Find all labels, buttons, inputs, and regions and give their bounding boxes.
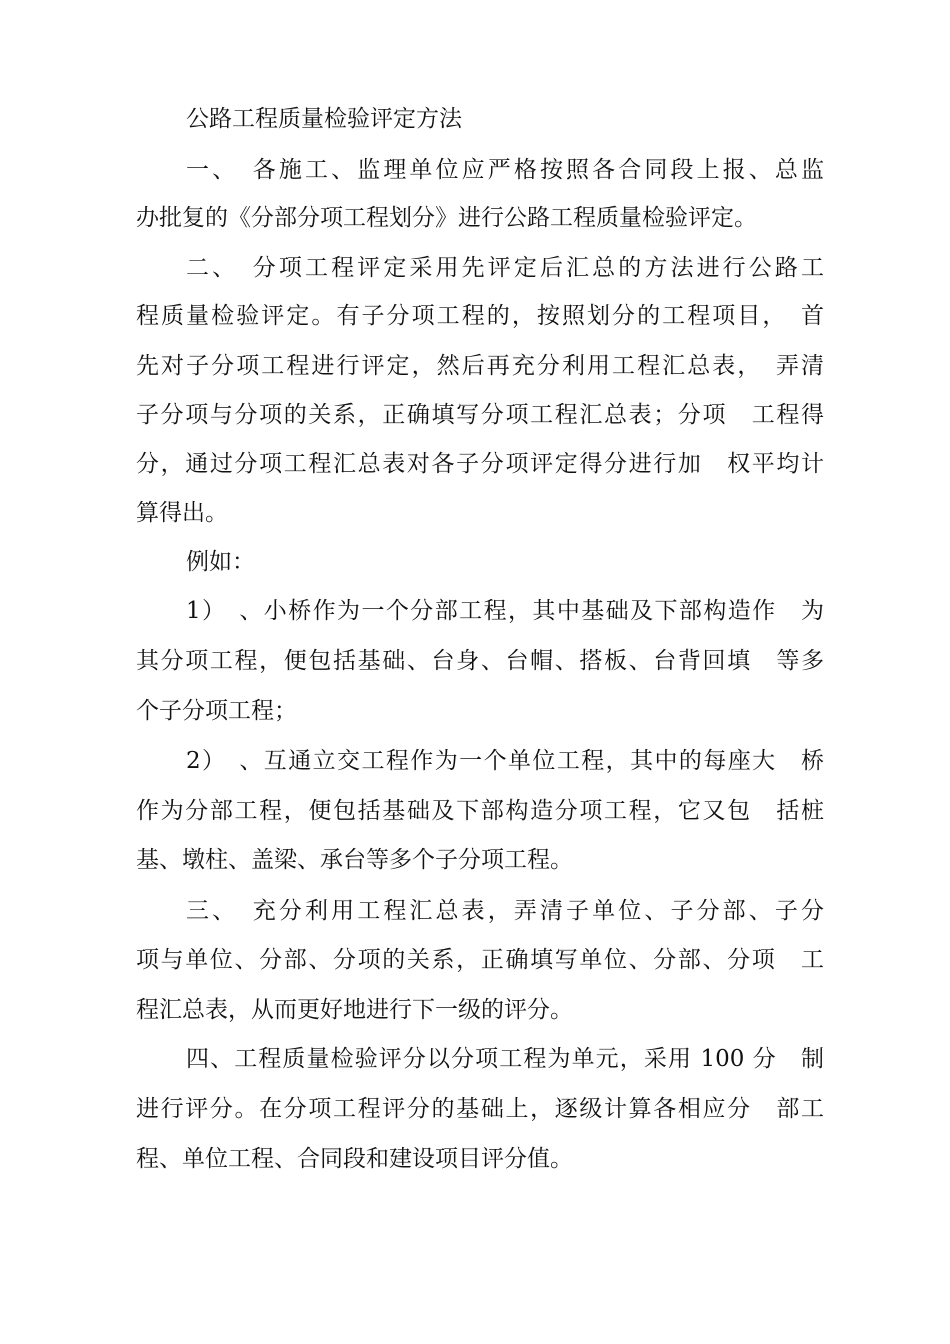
paragraph-2-line-2: 程质量检验评定。有子分项工程的，按照划分的工程项目， 首 — [136, 303, 824, 329]
paragraph-2-line-4: 子分项与分项的关系，正确填写分项工程汇总表；分项 工程得 — [136, 402, 824, 428]
paragraph-4-line-2: 进行评分。在分项工程评分的基础上，逐级计算各相应分 部工 — [136, 1096, 824, 1122]
paragraph-3-line-1: 三、 充分利用工程汇总表，弄清子单位、子分部、子分 — [186, 898, 824, 924]
paragraph-3-line-2: 项与单位、分部、分项的关系，正确填写单位、分部、分项 工 — [136, 947, 824, 973]
example-heading: 例如： — [186, 549, 255, 575]
paragraph-3-line-3: 程汇总表，从而更好地进行下一级的评分。 — [136, 997, 573, 1023]
paragraph-4-line-1: 四、工程质量检验评分以分项工程为单元，采用 100 分 制 — [186, 1046, 824, 1072]
paragraph-2-line-6: 算得出。 — [136, 500, 228, 526]
paragraph-2-line-5: 分，通过分项工程汇总表对各子分项评定得分进行加 权平均计 — [136, 451, 824, 477]
paragraph-1-line-2: 办批复的《分部分项工程划分》进行公路工程质量检验评定。 — [136, 205, 757, 231]
example-1-line-3: 个子分项工程； — [136, 698, 297, 724]
example-1-line-1: 1） 、小桥作为一个分部工程，其中基础及下部构造作 为 — [186, 598, 824, 624]
example-2-line-1: 2） 、互通立交工程作为一个单位工程，其中的每座大 桥 — [186, 748, 824, 774]
example-2-line-2: 作为分部工程，便包括基础及下部构造分项工程，它又包 括桩 — [136, 798, 824, 824]
paragraph-2-line-1: 二、 分项工程评定采用先评定后汇总的方法进行公路工 — [186, 255, 824, 281]
paragraph-2-line-3: 先对子分项工程进行评定，然后再充分利用工程汇总表， 弄清 — [136, 353, 824, 379]
paragraph-4-line-3: 程、单位工程、合同段和建设项目评分值。 — [136, 1146, 573, 1172]
example-1-line-2: 其分项工程，便包括基础、台身、台帽、搭板、台背回填 等多 — [136, 648, 824, 674]
document-title: 公路工程质量检验评定方法 — [186, 106, 462, 132]
paragraph-1-line-1: 一、 各施工、监理单位应严格按照各合同段上报、总监 — [186, 157, 824, 183]
example-2-line-3: 基、墩柱、盖梁、承台等多个子分项工程。 — [136, 847, 573, 873]
